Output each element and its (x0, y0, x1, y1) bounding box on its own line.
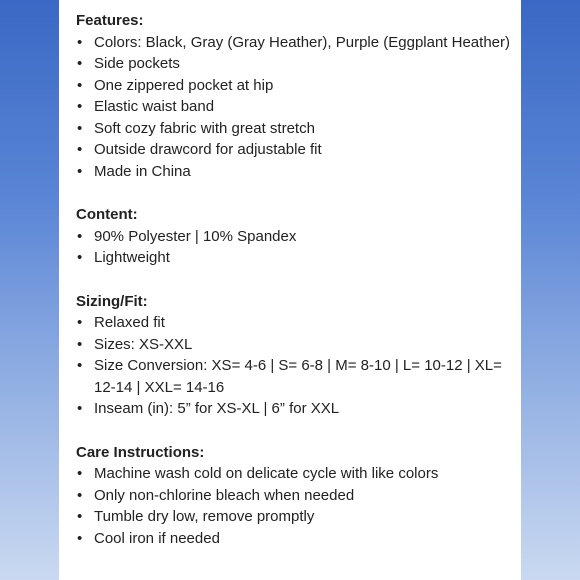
features-section (76, 10, 521, 182)
list-item-text: Colors: Black, Gray (Gray Heather), Purple (Eggplant Heather) (94, 33, 510, 51)
list-item (76, 96, 514, 118)
list-item-text: Machine wash cold on delicate cycle with like colors (94, 465, 439, 482)
section-heading-sizing: Sizing/Fit: (76, 292, 148, 310)
product-details-panel (59, 0, 521, 580)
list-item (76, 247, 514, 269)
care-section (76, 442, 521, 550)
section-heading-features: Features: (76, 12, 144, 29)
bullet-icon: • (77, 465, 83, 482)
bullet-icon: • (77, 119, 83, 137)
list-item-text: Relaxed fit (94, 314, 165, 331)
care-list (76, 463, 521, 549)
bullet-icon: • (77, 141, 83, 158)
content-list (76, 226, 521, 269)
list-item-text: Sizes: XS-XXL (94, 335, 193, 353)
list-item (76, 398, 514, 420)
bullet-icon: • (77, 314, 83, 331)
list-item (76, 312, 514, 334)
list-item-text: Tumble dry low, remove promptly (94, 508, 315, 525)
bullet-icon: • (77, 227, 83, 245)
list-item-text: Made in China (94, 162, 191, 180)
list-item (76, 334, 514, 356)
bullet-icon: • (77, 98, 83, 115)
list-item-text: Side pockets (94, 55, 180, 72)
list-item (76, 32, 514, 54)
list-item (76, 506, 514, 528)
bullet-icon: • (77, 508, 83, 525)
bullet-icon: • (77, 400, 83, 417)
section-heading-care: Care Instructions: (76, 443, 205, 461)
list-item-text: Outside drawcord for adjustable fit (94, 141, 322, 158)
bullet-icon: • (77, 357, 83, 374)
bullet-icon: • (77, 529, 83, 547)
list-item-text: Soft cozy fabric with great stretch (94, 119, 315, 137)
list-item (76, 355, 514, 398)
list-item-text: Size Conversion: XS= 4-6 | S= 6-8 | M= 8-10 | L= 10-12 | XL= 12-14 | XXL= 14-16 (94, 357, 502, 396)
list-item (76, 463, 514, 485)
list-item (76, 226, 514, 248)
bullet-icon: • (77, 76, 83, 94)
bullet-icon: • (77, 162, 83, 180)
list-item (76, 53, 514, 75)
list-item-text: Lightweight (94, 249, 170, 266)
content-section (76, 204, 521, 269)
section-heading-content: Content: (76, 206, 138, 223)
list-item (76, 485, 514, 507)
list-item-text: Inseam (in): 5” for XS-XL | 6” for XXL (94, 400, 340, 417)
list-item-text: Only non-chlorine bleach when needed (94, 486, 355, 504)
list-item-text: One zippered pocket at hip (94, 76, 274, 94)
list-item-text: Elastic waist band (94, 98, 215, 115)
list-item (76, 528, 514, 550)
list-item-text: Cool iron if needed (94, 529, 220, 547)
list-item-text: 90% Polyester | 10% Spandex (94, 227, 297, 245)
features-list (76, 32, 521, 183)
bullet-icon: • (77, 55, 83, 72)
list-item (76, 161, 514, 183)
list-item (76, 139, 514, 161)
sizing-section (76, 291, 521, 420)
bullet-icon: • (77, 486, 83, 504)
bullet-icon: • (77, 335, 83, 353)
bullet-icon: • (77, 249, 83, 266)
list-item (76, 118, 514, 140)
bullet-icon: • (77, 33, 83, 51)
list-item (76, 75, 514, 97)
sizing-list (76, 312, 521, 420)
